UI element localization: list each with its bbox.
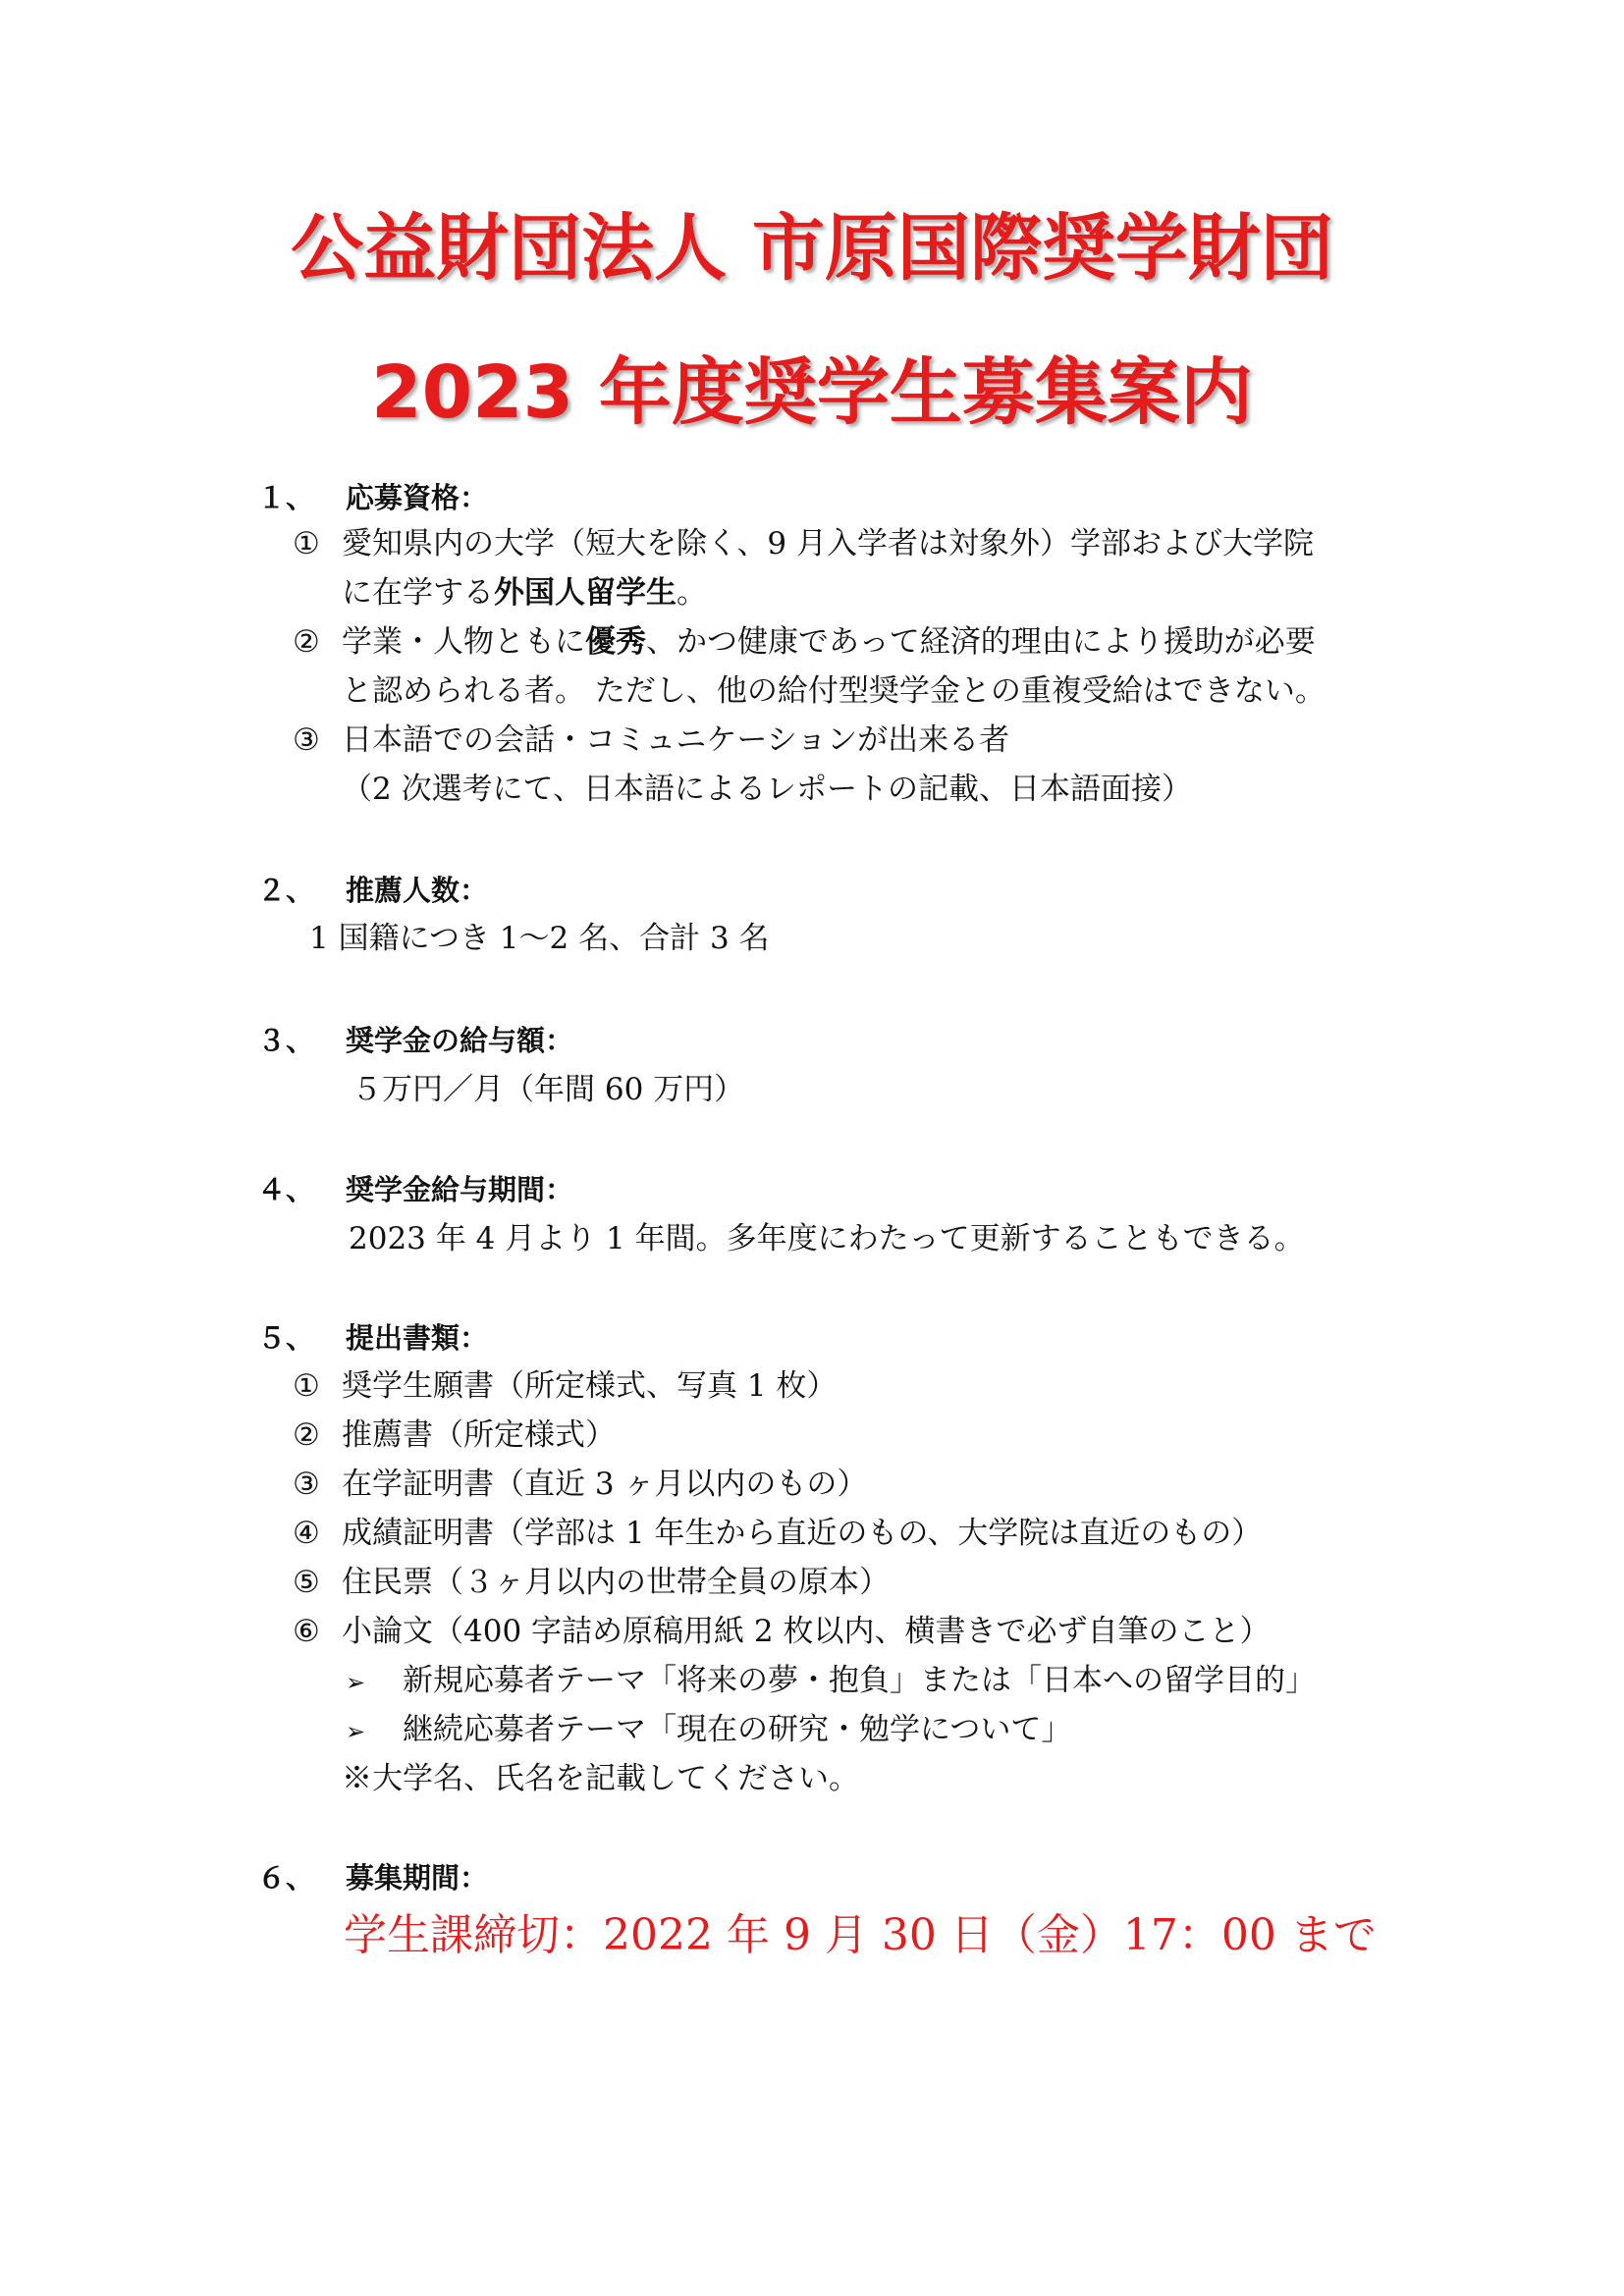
section-title: 推薦人数： (346, 874, 489, 907)
section-number: ５、 (257, 1321, 315, 1355)
circled-number: ⑤ (293, 1565, 320, 1600)
bullet-item (346, 1708, 1071, 1753)
item-text: 愛知県内の大学（短大を除く、9 月入学者は対象外）学部および大学院 (342, 526, 1314, 561)
section-number: ４、 (257, 1173, 315, 1206)
circled-number: ④ (293, 1516, 320, 1551)
item-text: 推薦書（所定様式） (342, 1417, 616, 1453)
circled-number: ③ (293, 1467, 320, 1502)
section-body (352, 1068, 744, 1111)
item-text: ※大学名、氏名を記載してください。 (342, 1761, 859, 1796)
item-text: 学業・人物ともに (342, 624, 585, 660)
section-title: 募集期間： (346, 1861, 489, 1895)
circled-number: ② (293, 624, 320, 660)
item-text: 。 (677, 575, 707, 611)
bullet-item (346, 1659, 1316, 1704)
item-text: ５万円／月（年間 60 万円） (352, 1072, 745, 1107)
circled-number: ① (293, 1368, 320, 1404)
note-text (342, 1757, 859, 1800)
section-body (309, 917, 770, 960)
section-number: １、 (257, 481, 315, 514)
item-text: と認められる者。 ただし、他の給付型奨学金との重複受給はできない。 (342, 673, 1326, 709)
section-1-heading (257, 478, 488, 517)
item-text: 2023 年 4 月より 1 年間。多年度にわたって更新することもできる。 (349, 1221, 1305, 1256)
item-text: 、かつ健康であって経済的理由により援助が必要 (646, 624, 1316, 660)
circled-number: ⑥ (293, 1614, 320, 1649)
list-item (293, 1512, 1262, 1555)
item-text: 成績証明書（学部は 1 年生から直近のもの、大学院は直近のもの） (342, 1516, 1263, 1551)
section-2-heading (257, 871, 488, 910)
circled-number: ① (293, 526, 320, 561)
section-title: 奨学金給与期間： (346, 1173, 574, 1206)
circled-number: ③ (293, 722, 320, 758)
section-body (349, 1217, 1305, 1260)
list-item (293, 522, 1314, 565)
list-item-continuation (342, 768, 1192, 811)
section-3-heading (257, 1021, 573, 1060)
arrow-bullet-icon: ➢ (346, 1718, 366, 1745)
item-text: 1 国籍につき 1～2 名、合計 3 名 (309, 921, 770, 956)
section-number: ６、 (257, 1861, 315, 1895)
item-text: 日本語での会話・コミュニケーションが出来る者 (342, 722, 1010, 758)
section-title: 奨学金の給与額： (346, 1024, 574, 1057)
list-item (293, 620, 1316, 664)
emphasis-text: 優秀 (585, 624, 646, 660)
list-item (293, 719, 1009, 762)
section-6-heading (257, 1858, 488, 1897)
section-title: 応募資格： (346, 481, 489, 514)
emphasis-text: 外国人留学生 (494, 575, 677, 611)
section-4-heading (257, 1170, 573, 1209)
item-text: 小論文（400 字詰め原稿用紙 2 枚以内、横書きで必ず自筆のこと） (342, 1614, 1271, 1649)
item-text: 新規応募者テーマ「将来の夢・抱負」または「日本への留学目的」 (403, 1663, 1316, 1698)
arrow-bullet-icon: ➢ (346, 1669, 366, 1696)
section-title: 提出書類： (346, 1321, 489, 1355)
item-text: （2 次選考にて、日本語によるレポートの記載、日本語面接） (342, 772, 1192, 807)
list-item-continuation (342, 571, 707, 614)
item-text: 在学証明書（直近 3 ヶ月以内のもの） (342, 1467, 868, 1502)
list-item (293, 1561, 890, 1604)
list-item (293, 1364, 837, 1408)
section-number: ２、 (257, 874, 315, 907)
item-text: に在学する (342, 575, 494, 611)
item-text: 奨学生願書（所定様式、写真 1 枚） (342, 1368, 838, 1404)
section-5-heading (257, 1318, 488, 1358)
item-text: 継続応募者テーマ「現在の研究・勉学について」 (403, 1712, 1072, 1747)
list-item (293, 1414, 616, 1457)
list-item (293, 1463, 867, 1506)
item-text: 住民票（３ヶ月以内の世帯全員の原本） (342, 1565, 890, 1600)
document-title-organization: 公益財団法人 市原国際奨学財団 (291, 206, 1333, 291)
document-title-recruitment: 2023 年度奨学生募集案内 (371, 350, 1253, 435)
list-item (293, 1610, 1270, 1653)
list-item-continuation (342, 669, 1326, 713)
circled-number: ② (293, 1417, 320, 1453)
section-number: ３、 (257, 1024, 315, 1057)
application-deadline: 学生課締切：2022 年 9 月 30 日（金）17：00 まで (344, 1910, 1377, 1960)
